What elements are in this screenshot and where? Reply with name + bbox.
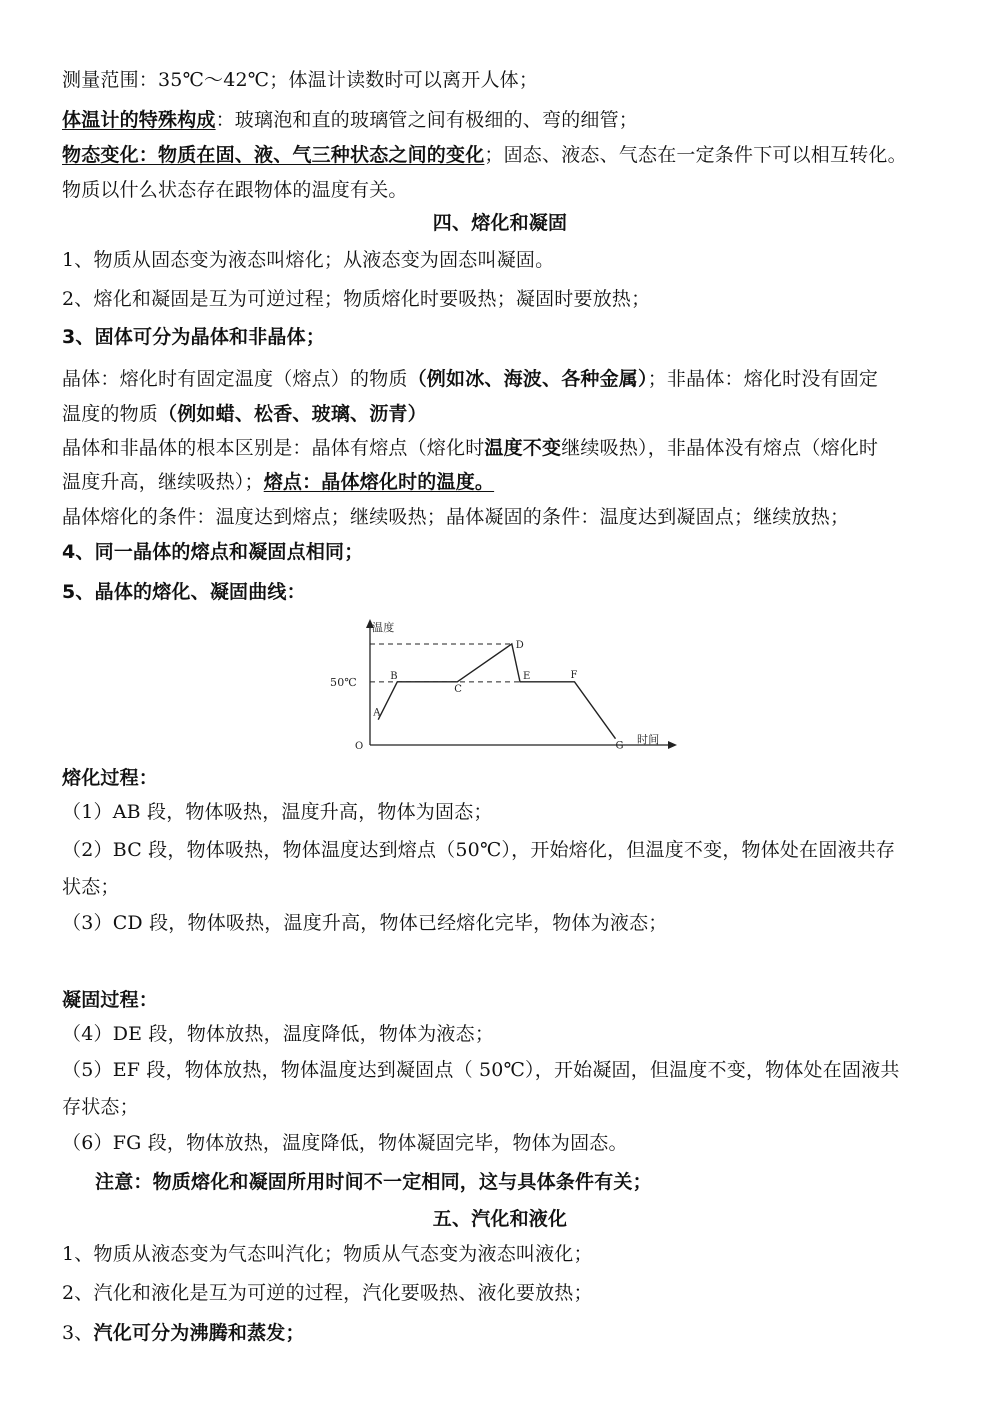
vapor-point-1: 1、物质从液态变为气态叫汽化；物质从气态变为液态叫液化； <box>62 1243 593 1265</box>
vapor-point-3: 3、汽化可分为沸腾和蒸发； <box>62 1322 305 1344</box>
line-crystal-definition: 晶体：熔化时有固定温度（熔点）的物质（例如冰、海波、各种金属）；非晶体：熔化时没有固定 <box>62 368 879 390</box>
note-line: 注意：物质熔化和凝固所用时间不一定相同，这与具体条件有关； <box>95 1171 652 1193</box>
melting-step-2: （2）BC 段，物体吸热，物体温度达到熔点（50℃），开始熔化，但温度不变，物体处在固液共存 <box>62 839 896 861</box>
point-label-e: E <box>523 670 531 682</box>
melting-step-1: （1）AB 段，物体吸热，温度升高，物体为固态； <box>62 801 493 823</box>
line-state-change: 物态变化：物质在固、液、气三种状态之间的变化；固态、液态、气态在一定条件下可以相互转化。 <box>62 144 907 166</box>
line-state-temperature: 物质以什么状态存在跟物体的温度有关。 <box>62 179 408 201</box>
melting-step-2-cont: 状态； <box>62 876 120 898</box>
point-3-solid-types: 3、固体可分为晶体和非晶体； <box>62 326 326 348</box>
point-label-c: C <box>454 683 463 695</box>
point-4-same-point: 4、同一晶体的熔点和凝固点相同； <box>62 541 364 563</box>
x-axis-label: 时间 <box>637 733 660 746</box>
point-label-a: A <box>373 707 381 719</box>
section-heading-vaporization: 五、汽化和液化 <box>432 1208 568 1230</box>
solidifying-process-title: 凝固过程： <box>62 989 159 1011</box>
point-5-curve: 5、晶体的熔化、凝固曲线： <box>62 581 306 603</box>
line-melting-conditions: 晶体熔化的条件：温度达到熔点；继续吸热；晶体凝固的条件：温度达到凝固点；继续放热； <box>62 506 850 528</box>
origin-label: O <box>355 741 364 752</box>
vapor-point-2: 2、汽化和液化是互为可逆的过程，汽化要吸热、液化要放热； <box>62 1282 593 1304</box>
point-label-d: D <box>515 639 525 651</box>
point-1-definition: 1、物质从固态变为液态叫熔化；从液态变为固态叫凝固。 <box>62 249 555 271</box>
line-difference: 晶体和非晶体的根本区别是：晶体有熔点（熔化时温度不变继续吸热），非晶体没有熔点（熔化时 <box>62 437 879 459</box>
solidifying-step-6: （6）FG 段，物体放热，温度降低，物体凝固完毕，物体为固态。 <box>62 1132 628 1154</box>
point-label-f: F <box>570 669 578 681</box>
point-labels <box>372 640 624 752</box>
melting-process-title: 熔化过程： <box>62 767 159 789</box>
melting-step-3: （3）CD 段，物体吸热，温度升高，物体已经熔化完毕，物体为液态； <box>62 912 668 934</box>
melting-curve-chart <box>325 615 685 755</box>
x-axis-arrow <box>668 741 677 749</box>
line-thermometer-structure: 体温计的特殊构成：玻璃泡和直的玻璃管之间有极细的、弯的细管； <box>62 109 639 131</box>
section-heading-melting: 四、熔化和凝固 <box>432 212 568 234</box>
point-label-b: B <box>390 670 398 682</box>
y-tick-label: 50℃ <box>330 675 357 689</box>
solidifying-step-5-cont: 存状态； <box>62 1096 139 1118</box>
solidifying-step-5: （5）EF 段，物体放热，物体温度达到凝固点（ 50℃），开始凝固，但温度不变，物体处在固液共 <box>62 1059 900 1081</box>
line-measure-range: 测量范围：35℃～42℃；体温计读数时可以离开人体； <box>62 69 539 91</box>
point-2-reversible: 2、熔化和凝固是互为可逆过程；物质熔化时要吸热；凝固时要放热； <box>62 288 651 310</box>
line-melting-point: 温度升高，继续吸热）；熔点：晶体熔化时的温度。 <box>62 471 495 493</box>
line-amorphous-definition: 温度的物质（例如蜡、松香、玻璃、沥青） <box>62 403 427 425</box>
solidifying-step-4: （4）DE 段，物体放热，温度降低，物体为液态； <box>62 1023 495 1045</box>
y-axis-label: 温度 <box>372 621 395 634</box>
curve-series-line <box>378 644 615 739</box>
point-label-g: G <box>615 740 624 752</box>
